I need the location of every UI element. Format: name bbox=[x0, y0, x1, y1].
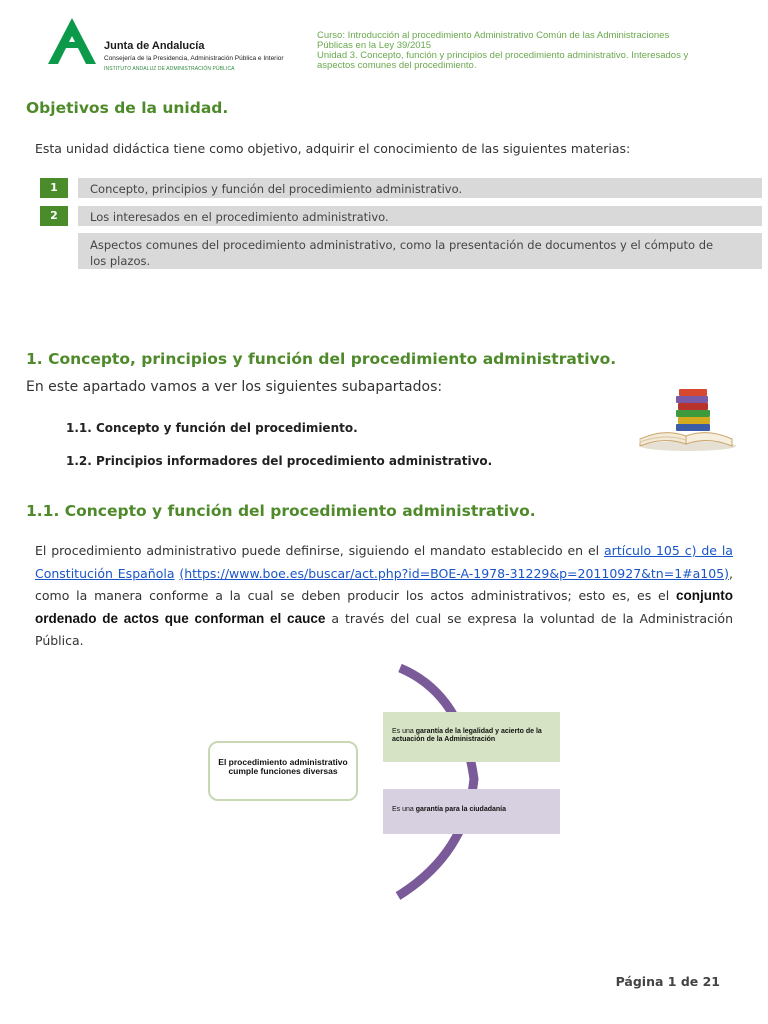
objective-text: Concepto, principios y función del procedimiento administrativo. bbox=[78, 178, 762, 198]
subsection-link: 1.2. Principios informadores del procedimiento administrativo. bbox=[66, 454, 493, 468]
objectives-title: Objetivos de la unidad. bbox=[26, 99, 229, 117]
org-institute: INSTITUTO ANDALUZ DE ADMINISTRACIÓN PÚBLICA bbox=[104, 66, 235, 72]
section-1-intro: En este apartado vamos a ver los siguientes subapartados: bbox=[26, 379, 443, 395]
junta-andalucia-logo-icon bbox=[48, 18, 96, 64]
objective-number: 1 bbox=[40, 178, 68, 198]
objective-row-3 bbox=[40, 233, 762, 269]
paragraph-text: El procedimiento administrativo puede definirse, siguiendo el mandato establecido en el bbox=[35, 543, 600, 558]
paragraph-bold-text: conjunto ordenado de actos que conforman el cauce bbox=[35, 588, 733, 626]
objective-number: 2 bbox=[40, 206, 68, 226]
subsection-link: 1.1. Concepto y función del procedimiento. bbox=[66, 421, 358, 435]
org-name: Junta de Andalucía bbox=[104, 40, 205, 52]
objective-row-1 bbox=[40, 178, 762, 198]
section-1-1-paragraph bbox=[35, 540, 733, 653]
page-number: Página 1 de 21 bbox=[615, 974, 720, 989]
course-line: Curso: Introducción al procedimiento Administrativo Común de las Administraciones bbox=[317, 30, 670, 41]
section-1-title: 1. Concepto, principios y función del procedimiento administrativo. bbox=[26, 350, 617, 368]
paragraph-text: a través del cual se expresa la voluntad de la Administración Pública. bbox=[35, 610, 733, 648]
diagram-item-citizenship bbox=[383, 789, 560, 834]
diagram-arc bbox=[392, 664, 492, 904]
objective-text: Los interesados en el procedimiento administrativo. bbox=[78, 206, 762, 226]
objective-text: Aspectos comunes del procedimiento administrativo, como la presentación de documentos y el cómputo de los plazos. bbox=[78, 233, 762, 269]
paragraph-text: , como la manera conforme a la cual se deben producir los actos administrativos; esto es, es el bbox=[35, 565, 733, 603]
objectives-intro: Esta unidad didáctica tiene como objetivo, adquirir el conocimiento de las siguientes materias: bbox=[35, 141, 631, 156]
diagram-center-box: El procedimiento administrativo cumple funciones diversas bbox=[208, 741, 358, 801]
course-header bbox=[317, 31, 737, 71]
course-line: Públicas en la Ley 39/2015 bbox=[317, 40, 432, 51]
org-department: Consejería de la Presidencia, Administración Pública e Interior bbox=[104, 55, 284, 62]
diagram-item-legality bbox=[383, 712, 560, 762]
diagram-item-bold: garantía de la legalidad y acierto de la actuación de la Administración bbox=[392, 728, 542, 743]
boe-url-link[interactable]: (https://www.boe.es/buscar/act.php?id=BOE-A-1978-31229&p=20110927&tn=1#a105) bbox=[179, 565, 730, 581]
course-line: Unidad 3. Concepto, función y principios del procedimiento administrativo. Interesados y bbox=[317, 50, 689, 61]
diagram-item-prefix: Es una bbox=[392, 806, 414, 813]
objective-row-2 bbox=[40, 206, 762, 226]
section-1-1-title: 1.1. Concepto y función del procedimiento administrativo. bbox=[26, 502, 536, 520]
books-icon bbox=[636, 384, 738, 452]
constitution-article-link[interactable]: artículo 105 c) de la Constitución Española bbox=[35, 543, 733, 581]
course-line: aspectos comunes del procedimiento. bbox=[317, 60, 477, 71]
diagram-item-bold: garantía para la ciudadanía bbox=[415, 806, 507, 813]
diagram-item-prefix: Es una bbox=[392, 728, 414, 735]
